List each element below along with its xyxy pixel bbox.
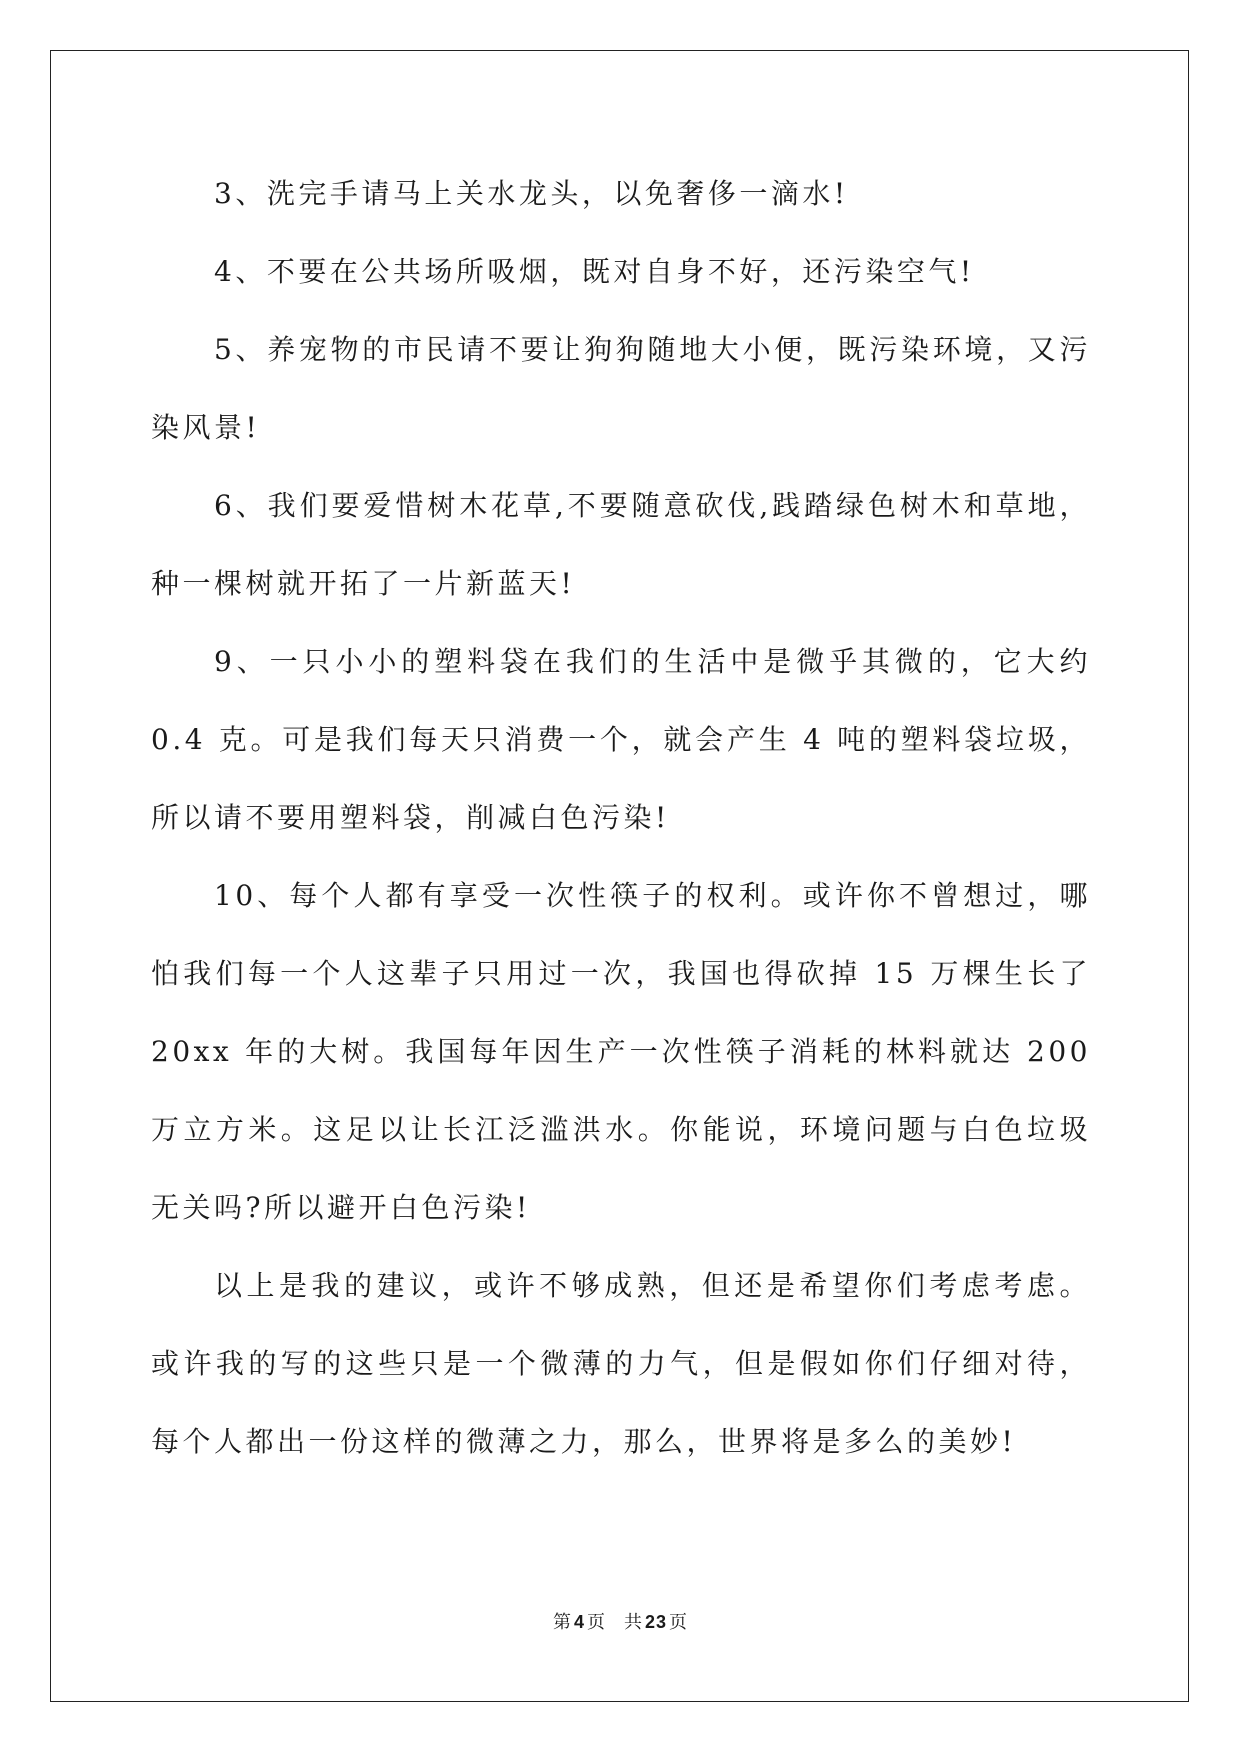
total-prefix: 共: [623, 1612, 643, 1633]
total-pages: 23: [644, 1612, 668, 1632]
total-suffix: 页: [669, 1612, 689, 1633]
paragraph-item-3: 3、洗完手请马上关水龙头，以免奢侈一滴水!: [214, 177, 849, 210]
paragraph-item-5: 5、养宠物的市民请不要让狗狗随地大小便，既污染环境，又污染风景!: [151, 333, 1091, 444]
document-body: [151, 155, 1091, 1481]
page-number: 4: [573, 1612, 585, 1632]
paragraph-item-9: 9、一只小小的塑料袋在我们的生活中是微乎其微的，它大约 0.4 克。可是我们每天只消费一个，就会产生 4 吨的塑料袋垃圾，所以请不要用塑料袋，削减白色污染!: [151, 645, 1091, 834]
page-footer: [0, 1608, 1241, 1634]
paragraph-item-10: 10、每个人都有享受一次性筷子的权利。或许你不曾想过，哪怕我们每一个人这辈子只用过一次，我国也得砍掉 15 万棵生长了 20xx 年的大树。我国每年因生产一次性筷子消耗的林料就达 200 万立方米。这足以让长江泛滥洪水。你能说，环境问题与白色垃圾无关吗?所以避开白色污染!: [151, 879, 1091, 1224]
page-suffix: 页: [586, 1612, 606, 1633]
paragraph-item-6: 6、我们要爱惜树木花草,不要随意砍伐,践踏绿色树木和草地，种一棵树就开拓了一片新蓝天!: [151, 489, 1091, 600]
page-prefix: 第: [552, 1612, 572, 1633]
paragraph-item-4: 4、不要在公共场所吸烟，既对自身不好，还污染空气!: [214, 255, 975, 288]
paragraph-conclusion: 以上是我的建议，或许不够成熟，但还是希望你们考虑考虑。或许我的写的这些只是一个微薄的力气，但是假如你们仔细对待，每个人都出一份这样的微薄之力，那么，世界将是多么的美妙!: [151, 1269, 1091, 1458]
